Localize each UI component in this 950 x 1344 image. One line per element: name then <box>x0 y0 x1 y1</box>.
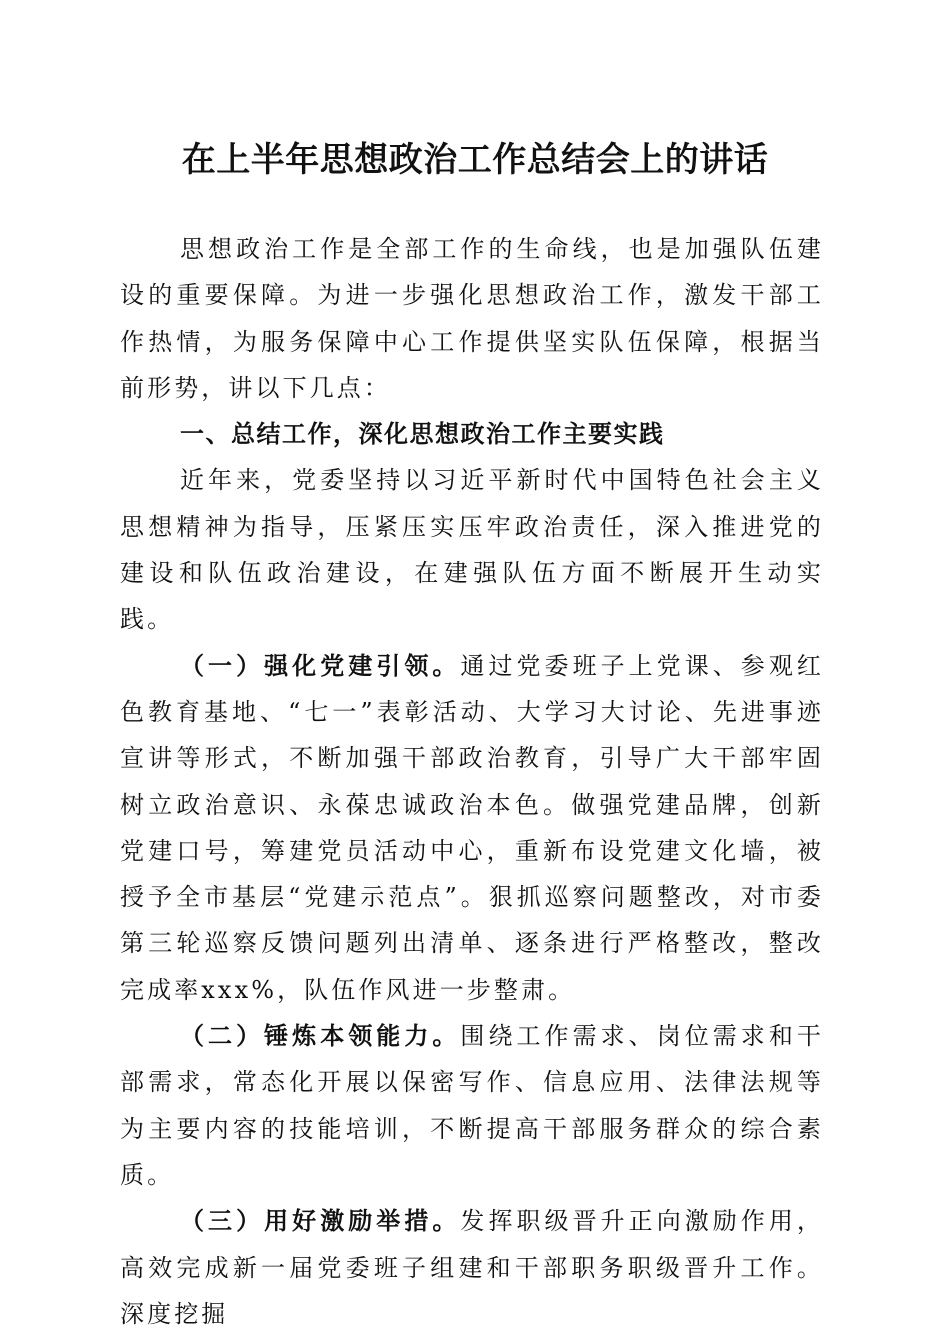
item-lead-1: （一）强化党建引领。 <box>180 650 461 680</box>
section-heading: 一、总结工作，深化思想政治工作主要实践 <box>180 420 665 449</box>
document-body <box>120 226 824 1337</box>
item-paragraph-2 <box>120 1013 824 1198</box>
item-text-2: 围绕工作需求、岗位需求和干部需求，常态化开展以保密写作、信息应用、法律法规等为主要内容的技能培训，不断提高干部服务群众的综合素质。 <box>120 1022 824 1189</box>
item-paragraph-1 <box>120 643 824 1013</box>
item-paragraph-3 <box>120 1198 824 1337</box>
item-text-3: 发挥职级晋升正向激励作用，高效完成新一届党委班子组建和干部职务职级晋升工作。深度挖掘 <box>120 1207 824 1328</box>
item-text-1: 通过党委班子上党课、参观红色教育基地、“七一”表彰活动、大学习大讨论、先进事迹宣讲等形式，不断加强干部政治教育，引导广大干部牢固树立政治意识、永葆忠诚政治本色。做强党建品牌，创新党建口号，筹建党员活动中心，重新布设党建文化墙，被授予全市基层“党建示范点”。狠抓巡察问题整改，对市委第三轮巡察反馈问题列出清单、逐条进行严格整改，整改完成率xxx%，队伍作风进一步整肃。 <box>120 651 824 1004</box>
item-lead-2: （二）锤炼本领能力。 <box>180 1021 461 1051</box>
document-title: 在上半年思想政治工作总结会上的讲话 <box>181 140 769 180</box>
intro-paragraph: 思想政治工作是全部工作的生命线，也是加强队伍建设的重要保障。为进一步强化思想政治工作，激发干部工作热情，为服务保障中心工作提供坚实队伍保障，根据当前形势，讲以下几点： <box>120 235 824 402</box>
item-lead-3: （三）用好激励举措。 <box>180 1206 461 1236</box>
section-intro-paragraph: 近年来，党委坚持以习近平新时代中国特色社会主义思想精神为指导，压紧压实压牢政治责任，深入推进党的建设和队伍政治建设，在建强队伍方面不断展开生动实践。 <box>120 466 824 634</box>
